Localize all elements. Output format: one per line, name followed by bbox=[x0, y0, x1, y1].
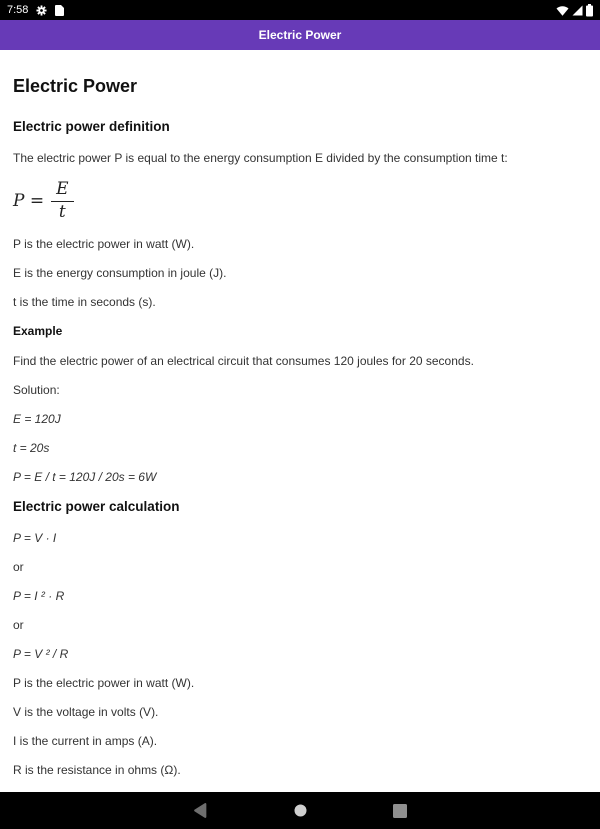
solution-line-1: E = 120J bbox=[13, 412, 61, 427]
power-definition-formula bbox=[13, 180, 584, 222]
back-button[interactable] bbox=[190, 801, 210, 821]
status-bar-right bbox=[556, 4, 593, 17]
definition-intro: The electric power P is equal to the energy consumption E divided by the consumption time t: bbox=[13, 151, 508, 165]
battery-icon bbox=[586, 4, 593, 17]
section-heading-calculation: Electric power calculation bbox=[13, 499, 180, 515]
formula-numerator: E bbox=[51, 180, 73, 202]
status-bar bbox=[0, 0, 600, 20]
solution-line-2: t = 20s bbox=[13, 441, 50, 456]
solution-label: Solution: bbox=[13, 383, 60, 398]
formula-fraction bbox=[51, 180, 73, 222]
example-heading: Example bbox=[13, 324, 63, 339]
or-separator-1: or bbox=[13, 560, 24, 575]
formula-lhs: P = bbox=[13, 191, 45, 212]
watt-definition: P is the electric power in watt (W). bbox=[13, 237, 195, 252]
app-bar bbox=[0, 20, 600, 50]
volt-definition: V is the voltage in volts (V). bbox=[13, 705, 159, 720]
calc-formula-1: P = V · I bbox=[13, 531, 57, 546]
wifi-icon bbox=[556, 5, 569, 16]
or-separator-2: or bbox=[13, 618, 24, 633]
home-button[interactable] bbox=[290, 801, 310, 821]
article-content[interactable] bbox=[0, 50, 600, 792]
calc-formula-3: P = V ² / R bbox=[13, 647, 69, 662]
cellular-signal-icon bbox=[572, 5, 583, 16]
solution-line-3: P = E / t = 120J / 20s = 6W bbox=[13, 470, 157, 485]
joule-definition: E is the energy consumption in joule (J). bbox=[13, 266, 227, 281]
time-definition: t is the time in seconds (s). bbox=[13, 295, 156, 310]
section-heading-definition: Electric power definition bbox=[13, 119, 170, 134]
formula-denominator: t bbox=[58, 201, 66, 222]
watt-definition-2: P is the electric power in watt (W). bbox=[13, 676, 195, 691]
status-bar-left bbox=[7, 4, 64, 16]
clock: 7:58 bbox=[7, 4, 29, 16]
settings-icon bbox=[36, 5, 47, 16]
recents-button[interactable] bbox=[390, 801, 410, 821]
ohm-definition: R is the resistance in ohms (Ω). bbox=[13, 763, 181, 778]
calc-formula-2: P = I ² · R bbox=[13, 589, 65, 604]
file-icon bbox=[55, 5, 64, 16]
page-title: Electric Power bbox=[13, 76, 138, 96]
example-problem: Find the electric power of an electrical circuit that consumes 120 joules for 20 seconds. bbox=[13, 354, 474, 369]
app-bar-title: Electric Power bbox=[258, 28, 342, 42]
amp-definition: I is the current in amps (A). bbox=[13, 734, 158, 749]
navigation-bar bbox=[0, 792, 600, 829]
